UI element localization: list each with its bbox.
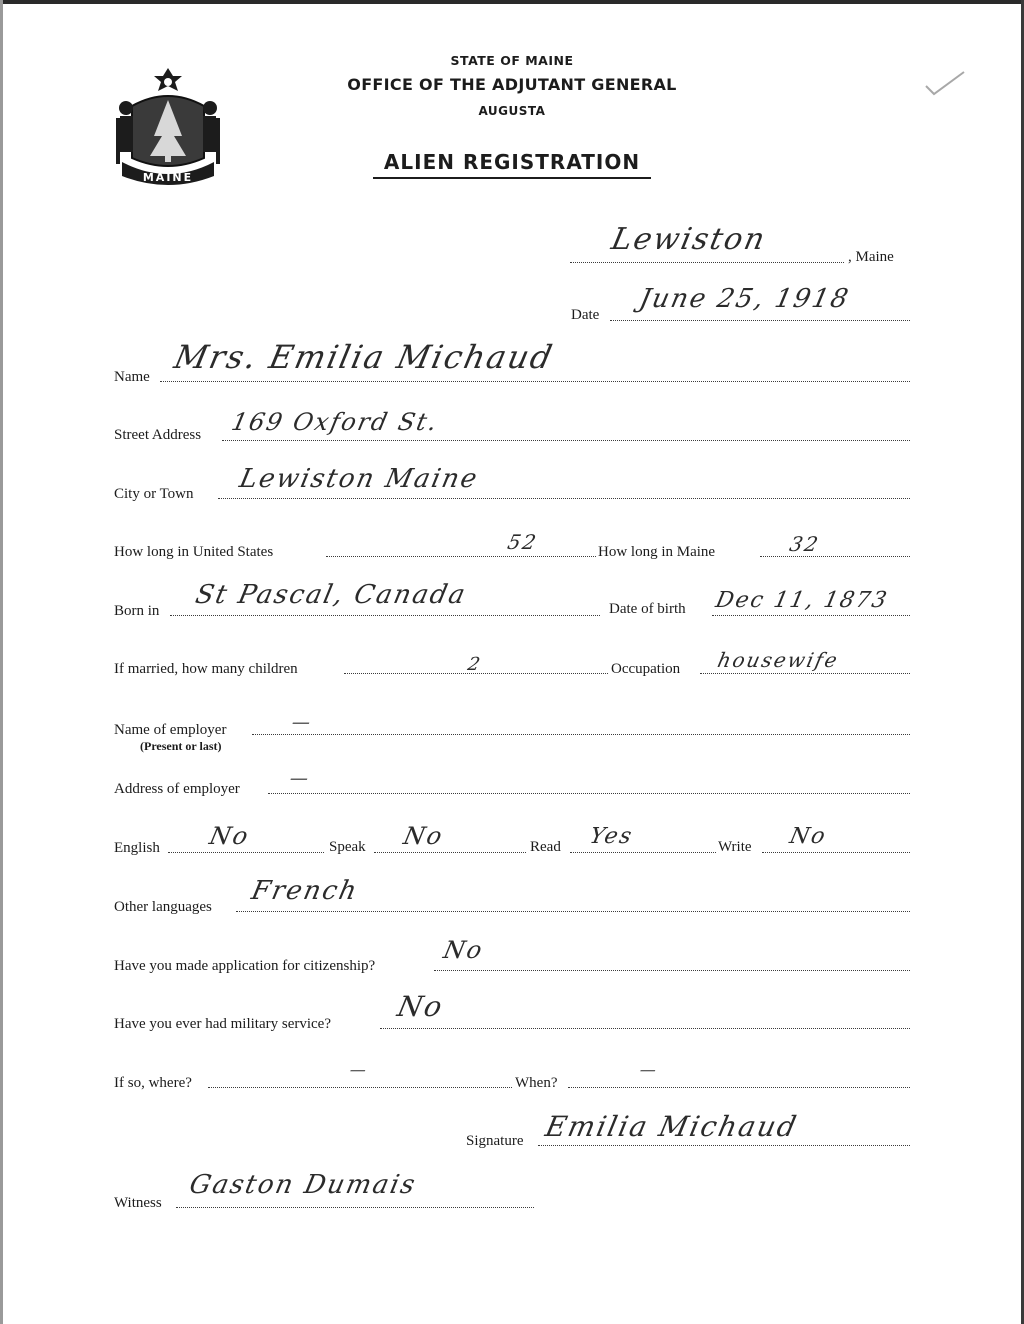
seal-banner-text: MAINE [142, 171, 194, 184]
signature-label: Signature [466, 1133, 524, 1149]
scan-edge-top [0, 0, 1024, 4]
other-languages-value: French [248, 876, 362, 906]
employer-name-label: Name of employer [114, 722, 227, 738]
date-of-birth-value: Dec 11, 1873 [713, 588, 891, 613]
occupation-value: housewife [715, 648, 842, 672]
how-long-maine-value: 32 [787, 532, 823, 556]
when-label: When? [515, 1075, 558, 1091]
occupation-dots [700, 673, 910, 674]
occupation-label: Occupation [611, 661, 681, 677]
english-dots [168, 852, 324, 853]
citizenship-value: No [441, 936, 487, 964]
employer-address-label: Address of employer [114, 781, 240, 797]
speak-dots [374, 852, 526, 853]
where-value: — [347, 1060, 371, 1079]
write-dots [762, 852, 910, 853]
employer-name-sublabel: (Present or last) [140, 739, 222, 753]
header-city: AUGUSTA [478, 104, 546, 118]
born-in-label: Born in [114, 603, 160, 619]
name-label: Name [114, 369, 150, 385]
where-label: If so, where? [114, 1075, 192, 1091]
how-long-us-label: How long in United States [114, 544, 274, 560]
when-value: — [637, 1060, 661, 1079]
city-value: Lewiston Maine [236, 464, 482, 494]
witness-value: Gaston Dumais [186, 1170, 420, 1200]
employer-name-value: — [289, 712, 315, 733]
city-label: City or Town [114, 486, 194, 502]
town-suffix: , Maine [848, 249, 894, 265]
name-value: Mrs. Emilia Michaud [170, 338, 558, 376]
read-label: Read [530, 839, 561, 855]
write-label: Write [718, 839, 752, 855]
citizenship-label: Have you made application for citizenship? [114, 958, 376, 974]
children-label: If married, how many children [114, 661, 298, 677]
header-state: STATE OF MAINE [450, 53, 574, 68]
title-underline [373, 177, 651, 179]
born-in-value: St Pascal, Canada [192, 580, 470, 610]
city-dots [218, 498, 910, 499]
where-dots [208, 1087, 512, 1088]
military-value: No [394, 990, 447, 1023]
witness-label: Witness [114, 1195, 162, 1211]
name-dots [160, 381, 910, 382]
state-seal-icon [112, 66, 224, 192]
when-dots [568, 1087, 910, 1088]
street-address-label: Street Address [114, 427, 202, 443]
witness-dots [176, 1207, 534, 1208]
form-title: ALIEN REGISTRATION [383, 150, 641, 174]
how-long-maine-label: How long in Maine [598, 544, 716, 560]
employer-address-value: — [287, 768, 313, 789]
scan-edge-left [0, 0, 3, 1324]
date-value: June 25, 1918 [636, 284, 853, 314]
date-of-birth-label: Date of birth [609, 601, 686, 617]
military-dots [380, 1028, 910, 1029]
other-languages-dots [236, 911, 910, 912]
read-dots [570, 852, 716, 853]
other-languages-label: Other languages [114, 899, 212, 915]
date-of-birth-dots [712, 615, 910, 616]
employer-address-dots [268, 793, 910, 794]
speak-label: Speak [329, 839, 366, 855]
english-value: No [207, 822, 253, 850]
employer-name-dots [252, 734, 910, 735]
signature-dots [538, 1145, 910, 1146]
header-office: OFFICE OF THE ADJUTANT GENERAL [347, 75, 677, 94]
english-label: English [114, 840, 160, 856]
speak-value: No [401, 822, 447, 850]
citizenship-dots [434, 970, 910, 971]
check-mark-icon [920, 62, 970, 102]
how-long-us-value: 52 [505, 530, 541, 554]
signature-value: Emilia Michaud [542, 1110, 801, 1143]
how-long-us-dots [326, 556, 596, 557]
date-dots [610, 320, 910, 321]
children-value: 2 [465, 654, 484, 675]
town-dots [570, 262, 844, 263]
date-label: Date [571, 307, 600, 323]
born-in-dots [170, 615, 600, 616]
street-address-value: 169 Oxford St. [229, 408, 442, 436]
read-value: Yes [587, 824, 636, 849]
town-value: Lewiston [608, 222, 770, 257]
how-long-maine-dots [760, 556, 910, 557]
write-value: No [787, 824, 830, 849]
street-address-dots [222, 440, 910, 441]
military-label: Have you ever had military service? [114, 1016, 331, 1032]
